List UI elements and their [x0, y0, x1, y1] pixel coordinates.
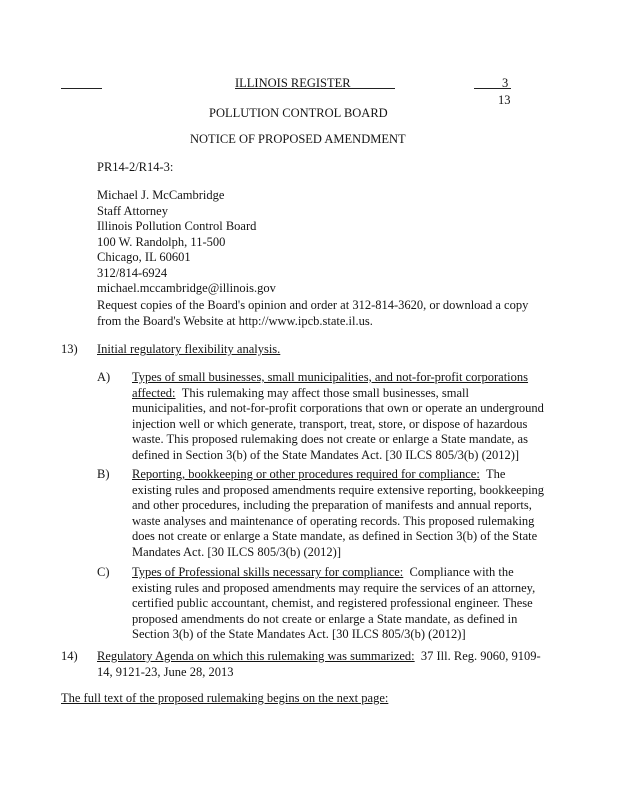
item-b-line-4: waste analyses and maintenance of operating records. This proposed rulemaking — [132, 513, 535, 528]
section-14-text — [97, 649, 541, 680]
request-line-1: Request copies of the Board's opinion and order at 312-814-3620, or download a copy — [97, 298, 529, 312]
full-text-note: The full text of the proposed rulemaking begins on the next page: — [61, 691, 389, 705]
volume-number: 13 — [498, 93, 511, 107]
item-a-line-3: injection well or which generate, transport, treat, store, or dispose of hazardous — [132, 416, 528, 431]
item-a-line-1: This rulemaking may affect those small businesses, small — [181, 385, 469, 400]
register-title-rule — [235, 88, 395, 89]
item-b-line-5: does not create or enlarge a State mandate, as defined in Section 3(b) of the State — [132, 529, 538, 543]
item-b-heading: Reporting, bookkeeping or other procedures required for compliance: — [132, 467, 480, 481]
contact-block — [97, 188, 276, 297]
page-number: 3 — [502, 76, 509, 90]
item-c-line-1: Compliance with the — [409, 565, 514, 579]
section-14-heading: Regulatory Agenda on which this rulemaking was summarized: — [97, 649, 415, 663]
section-13-heading: Initial regulatory flexibility analysis. — [97, 342, 281, 356]
item-c-line-3: certified public accountant, chemist, and registered professional engineer. These — [132, 596, 533, 610]
contact-phone: 312/814-6924 — [97, 265, 168, 280]
contact-name: Michael J. McCambridge — [97, 188, 225, 202]
item-c-line-4: proposed amendments do not create or enlarge a State mandate, as defined in — [132, 611, 518, 626]
item-b-line-6: Mandates Act. [30 ILCS 805/3(b) (2012)] — [132, 544, 341, 559]
contact-title: Staff Attorney — [97, 203, 168, 218]
section-14-number: 14) — [61, 649, 78, 663]
item-b-line-2: existing rules and proposed amendments require extensive reporting, bookkeeping — [132, 482, 545, 497]
item-b-text — [132, 467, 544, 560]
item-a-line-5: defined in Section 3(b) of the State Mandates Act. [30 ILCS 805/3(b) (2012)] — [132, 447, 520, 462]
item-a-heading: Types of small businesses, small municipalities, and not-for-profit corporations — [132, 370, 529, 384]
item-c-line-5: Section 3(b) of the State Mandates Act. [30 ILCS 805/3(b) (2012)] — [132, 627, 466, 641]
section-14-line-2: 14, 9121-23, June 28, 2013 — [97, 664, 234, 679]
section-13-number: 13) — [61, 342, 78, 356]
section-14-line-1: 37 Ill. Reg. 9060, 9109- — [420, 649, 541, 663]
page-number-rule — [474, 88, 511, 89]
contact-address: 100 W. Randolph, 11-500 — [97, 234, 226, 249]
board-name: POLLUTION CONTROL BOARD — [209, 106, 388, 120]
register-title: ILLINOIS REGISTER — [235, 76, 351, 90]
item-a-label: A) — [97, 370, 111, 384]
item-a-line-4: waste. This proposed rulemaking does not create or enlarge a State mandate, as — [132, 432, 528, 446]
request-line-2: from the Board's Website at http://www.ipcb.state.il.us. — [97, 313, 373, 328]
item-c-text — [132, 565, 535, 643]
contact-org: Illinois Pollution Control Board — [97, 219, 257, 233]
item-b-line-3: and other procedures, including the preparation of manifests and annual reports, — [132, 498, 532, 512]
request-copies — [97, 298, 528, 329]
docket-number: PR14-2/R14-3: — [97, 160, 174, 174]
item-a-line-2: municipalities, and not-for-profit corporations that own or operate an underground — [132, 401, 544, 415]
item-c-label: C) — [97, 565, 110, 579]
item-c-heading: Types of Professional skills necessary for compliance: — [132, 565, 404, 579]
item-a-text — [132, 370, 544, 463]
item-c-line-2: existing rules and proposed amendments may require the services of an attorney, — [132, 580, 536, 595]
item-b-label: B) — [97, 467, 110, 481]
item-a-heading-cont: affected: — [132, 385, 176, 400]
notice-title: NOTICE OF PROPOSED AMENDMENT — [190, 132, 406, 146]
item-b-line-1: The — [486, 467, 506, 481]
header-left-rule — [61, 88, 102, 89]
contact-email: michael.mccambridge@illinois.gov — [97, 281, 276, 295]
contact-city: Chicago, IL 60601 — [97, 250, 191, 264]
